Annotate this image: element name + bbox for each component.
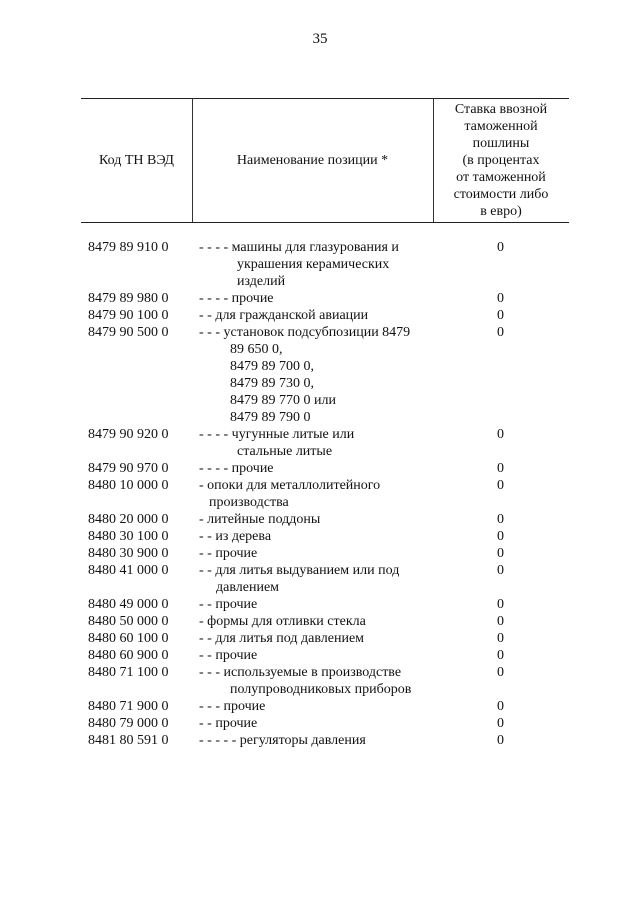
row-rate: 0 [497, 529, 504, 544]
header-rate-line: таможенной [464, 119, 538, 134]
row-rate: 0 [497, 478, 504, 493]
table-row [0, 426, 640, 460]
description-line: - - прочие [199, 546, 258, 561]
row-rate: 0 [497, 597, 504, 612]
row-rate: 0 [497, 512, 504, 527]
table-row [0, 460, 640, 477]
row-description [199, 307, 439, 324]
row-rate: 0 [497, 291, 504, 306]
table-row [0, 647, 640, 664]
description-line: 8479 89 730 0, [230, 376, 314, 391]
description-line: - формы для отливки стекла [199, 614, 366, 629]
description-line: - - из дерева [199, 529, 272, 544]
row-code: 8480 30 900 0 [88, 546, 169, 561]
row-code: 8479 90 970 0 [88, 461, 169, 476]
table-row [0, 562, 640, 596]
description-line: - литейные поддоны [199, 512, 321, 527]
description-line: изделий [237, 274, 286, 289]
description-line: - - - - машины для глазурования и [199, 240, 399, 255]
header-rate-line: (в процентах [462, 153, 540, 168]
description-line: полупроводниковых приборов [230, 682, 412, 697]
row-description [199, 596, 439, 613]
description-line: производства [209, 495, 289, 510]
header-rate-line: в евро) [480, 204, 522, 219]
row-description [199, 613, 439, 630]
description-line: - - прочие [199, 597, 258, 612]
table-row [0, 290, 640, 307]
row-rate: 0 [497, 546, 504, 561]
row-description [199, 630, 439, 647]
row-rate: 0 [497, 665, 504, 680]
row-rate: 0 [497, 648, 504, 663]
row-description [199, 715, 439, 732]
description-line: - - прочие [199, 716, 258, 731]
table-row [0, 613, 640, 630]
description-line: украшения керамических [237, 257, 390, 272]
table-row [0, 528, 640, 545]
description-line: давлением [216, 580, 280, 595]
table-row [0, 698, 640, 715]
row-code: 8481 80 591 0 [88, 733, 169, 748]
table-row [0, 715, 640, 732]
row-description [199, 477, 439, 511]
row-code: 8480 50 000 0 [88, 614, 169, 629]
row-description [199, 290, 439, 307]
header-name: Наименование позиции * [236, 153, 389, 168]
row-description [199, 732, 439, 749]
row-rate: 0 [497, 563, 504, 578]
row-rate: 0 [497, 716, 504, 731]
row-code: 8479 90 500 0 [88, 325, 169, 340]
description-line: - - прочие [199, 648, 258, 663]
row-code: 8479 90 100 0 [88, 308, 169, 323]
table-row [0, 596, 640, 613]
header-rate-line: от таможенной [456, 170, 546, 185]
header-rate-line: стоимости либо [453, 187, 549, 202]
row-description [199, 664, 439, 698]
row-description [199, 426, 439, 460]
description-line: - - - - прочие [199, 461, 274, 476]
header-rate-line: Ставка ввозной [454, 102, 548, 117]
table-row [0, 477, 640, 511]
row-description [199, 460, 439, 477]
row-description [199, 528, 439, 545]
description-line: 89 650 0, [230, 342, 283, 357]
table-row [0, 239, 640, 290]
row-rate: 0 [497, 308, 504, 323]
description-line: - - для литья выдуванием или под [199, 563, 400, 578]
row-rate: 0 [497, 614, 504, 629]
table-row [0, 324, 640, 426]
table-row [0, 511, 640, 528]
row-description [199, 545, 439, 562]
header-rate [433, 99, 569, 222]
row-code: 8480 10 000 0 [88, 478, 169, 493]
description-line: - - - - чугунные литые или [199, 427, 355, 442]
row-code: 8480 71 900 0 [88, 699, 169, 714]
table-row [0, 630, 640, 647]
row-code: 8479 89 910 0 [88, 240, 169, 255]
row-rate: 0 [497, 461, 504, 476]
row-code: 8480 60 100 0 [88, 631, 169, 646]
header-code: Код ТН ВЭД [99, 153, 174, 168]
row-rate: 0 [497, 325, 504, 340]
description-line: - - - установок подсубпозиции 8479 [199, 325, 411, 340]
table-row [0, 664, 640, 698]
row-description [199, 511, 439, 528]
table-row [0, 307, 640, 324]
row-rate: 0 [497, 733, 504, 748]
table-row [0, 545, 640, 562]
row-description [199, 698, 439, 715]
description-line: - - - прочие [199, 699, 266, 714]
row-rate: 0 [497, 240, 504, 255]
description-line: стальные литые [237, 444, 333, 459]
page-number: 35 [312, 31, 328, 47]
row-description [199, 647, 439, 664]
row-description [199, 239, 439, 290]
row-rate: 0 [497, 427, 504, 442]
row-code: 8480 79 000 0 [88, 716, 169, 731]
table-header [81, 98, 569, 223]
row-code: 8480 60 900 0 [88, 648, 169, 663]
description-line: 8479 89 790 0 [230, 410, 311, 425]
header-rate-line: пошлины [472, 136, 530, 151]
row-code: 8479 90 920 0 [88, 427, 169, 442]
row-code: 8480 41 000 0 [88, 563, 169, 578]
description-line: 8479 89 770 0 или [230, 393, 336, 408]
description-line: - - - - прочие [199, 291, 274, 306]
row-code: 8480 49 000 0 [88, 597, 169, 612]
row-description [199, 324, 439, 426]
table-row [0, 732, 640, 749]
description-line: - - - - - регуляторы давления [199, 733, 366, 748]
description-line: - опоки для металлолитейного [199, 478, 381, 493]
description-line: - - - используемые в производстве [199, 665, 402, 680]
row-rate: 0 [497, 699, 504, 714]
description-line: - - для гражданской авиации [199, 308, 369, 323]
row-code: 8480 30 100 0 [88, 529, 169, 544]
row-code: 8479 89 980 0 [88, 291, 169, 306]
row-description [199, 562, 439, 596]
row-code: 8480 20 000 0 [88, 512, 169, 527]
description-line: - - для литья под давлением [199, 631, 365, 646]
row-code: 8480 71 100 0 [88, 665, 169, 680]
row-rate: 0 [497, 631, 504, 646]
tariff-table-body [0, 239, 640, 749]
description-line: 8479 89 700 0, [230, 359, 314, 374]
